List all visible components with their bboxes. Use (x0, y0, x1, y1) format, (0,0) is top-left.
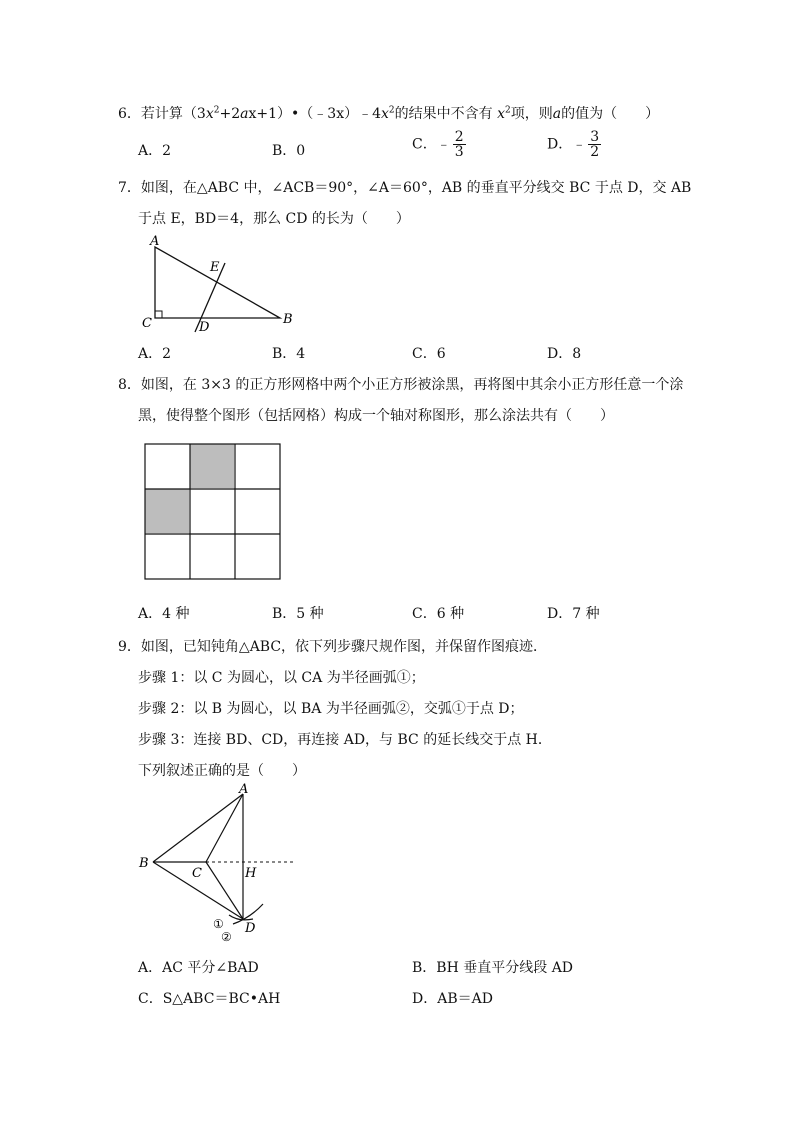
q6-number: 6． (118, 106, 141, 122)
q7-option-d[interactable]: D．8 (547, 346, 582, 362)
label-c: C (192, 866, 202, 881)
q9-step3: 步骤 3：连接 BD、CD，再连接 AD，与 BC 的延长线交于点 H． (138, 732, 552, 748)
q7-option-a[interactable]: A．2 (138, 346, 172, 362)
q9-construction-figure (135, 780, 305, 950)
q6-option-b[interactable]: B．0 (272, 143, 306, 159)
q9-stem-line1: 9．如图，已知钝角△ABC，依下列步骤尺规作图，并保留作图痕迹． (118, 639, 548, 655)
shaded-cell (145, 489, 189, 533)
arc-2-marker: ② (221, 930, 232, 944)
label-b: B (139, 856, 149, 871)
q7-stem-line1: 7．如图，在△ABC 中，∠ACB＝90°，∠A＝60°，AB 的垂直平分线交 BC 于点 D，交 AB (118, 180, 692, 196)
shaded-cell (190, 444, 234, 488)
q9-option-b[interactable]: B．BH 垂直平分线段 AD (412, 960, 574, 976)
label-e: E (210, 260, 220, 275)
q7-triangle-figure (135, 230, 305, 340)
label-d: D (199, 320, 210, 335)
q9-prompt: 下列叙述正确的是（ ） (138, 763, 306, 779)
q8-option-d[interactable]: D．7 种 (547, 606, 600, 622)
q8-option-c[interactable]: C．6 种 (412, 606, 465, 622)
arc-1-marker: ① (213, 917, 224, 931)
q7-option-c[interactable]: C．6 (412, 346, 446, 362)
q6-option-c[interactable]: C．﹣ $\frac{2}{3}$ (412, 129, 464, 160)
q6-stem: 6．若计算$(3x^2+2ax+1)•(﹣3x)﹣4x^2$的结果中不含有 $x^2$项，则a的值为（ ） (118, 105, 660, 122)
fraction: $\frac{2}{3}$ (454, 129, 464, 160)
q7-stem-line2: 于点 E，BD＝4，那么 CD 的长为（ ） (138, 211, 410, 227)
q9-step1: 步骤 1：以 C 为圆心，以 CA 为半径画弧①； (138, 670, 425, 686)
q9-option-a[interactable]: A．AC 平分∠BAD (138, 960, 259, 976)
label-h: H (245, 866, 257, 881)
q8-stem-line2: 黑，使得整个图形（包括网格）构成一个轴对称图形，那么涂法共有（ ） (138, 408, 614, 424)
label-a: A (150, 234, 160, 249)
q8-stem-line1: 8．如图，在 3×3 的正方形网格中两个小正方形被涂黑，再将图中其余小正方形任意一个涂 (118, 377, 684, 393)
q9-step2: 步骤 2：以 B 为圆心，以 BA 为半径画弧②，交弧①于点 D； (138, 701, 524, 717)
label-d: D (245, 921, 256, 936)
q8-option-b[interactable]: B．5 种 (272, 606, 324, 622)
q8-grid-figure (144, 443, 282, 581)
q7-option-b[interactable]: B．4 (272, 346, 306, 362)
q6-option-d[interactable]: D．﹣ $\frac{3}{2}$ (547, 129, 600, 160)
q9-option-d[interactable]: D．AB＝AD (412, 991, 493, 1007)
fraction: $\frac{3}{2}$ (590, 129, 600, 160)
label-c: C (142, 316, 152, 331)
q8-option-a[interactable]: A．4 种 (138, 606, 190, 622)
label-a: A (239, 782, 249, 797)
label-b: B (283, 312, 293, 327)
q6-option-a[interactable]: A．2 (138, 143, 172, 159)
q9-option-c[interactable]: C．S△ABC＝BC•AH (138, 991, 281, 1007)
